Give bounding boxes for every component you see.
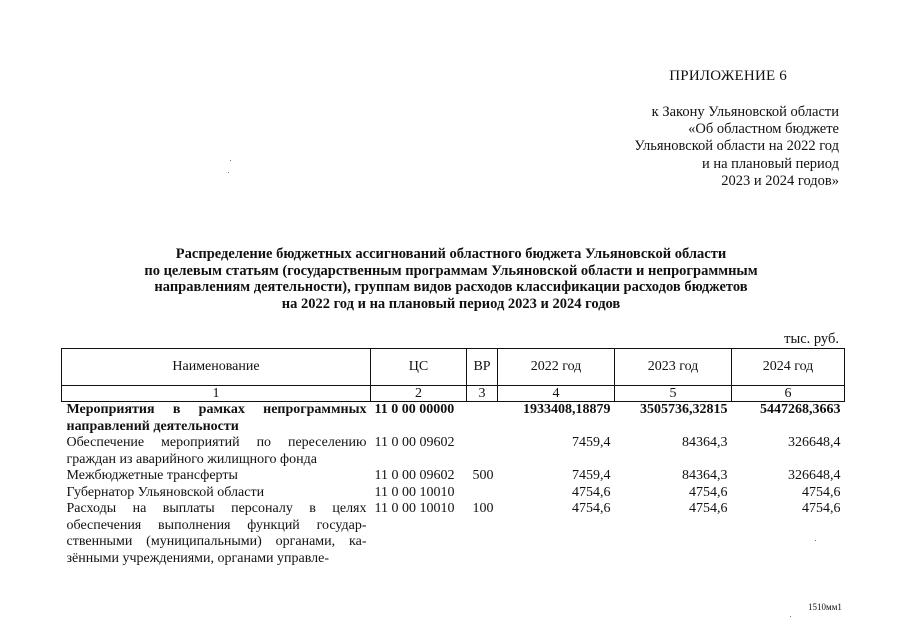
table-row [62, 468, 845, 485]
header-2024: 2024 год [732, 349, 845, 386]
appendix-title: ПРИЛОЖЕНИЕ 6 [669, 68, 787, 84]
row-name: Мероприятия в рамках непрограммных направлений деятельности [66, 402, 367, 434]
header-vr: ВР [467, 349, 498, 386]
row-name: Расходы на выплаты персоналу в целях обеспечения выполнения функций государ-ственными (муниципальными) органами, ка-зёнными учреждениями, органами управле- [66, 501, 367, 566]
row-2022: 7459,4 [572, 468, 611, 483]
row-2023: 84364,3 [682, 468, 728, 483]
row-name: Межбюджетные трансферты [66, 468, 238, 483]
heading-line: направлениям деятельности), группам видов расходов классификации расходов бюджетов [154, 279, 748, 296]
row-vr [467, 485, 498, 502]
row-2023: 3505736,32815 [640, 402, 728, 417]
header-cs: ЦС [371, 349, 467, 386]
row-cs: 11 0 00 00000 [374, 402, 455, 417]
row-cs: 11 0 00 09602 [374, 468, 455, 483]
column-number: 5 [615, 386, 732, 402]
row-2022: 7459,4 [572, 435, 611, 450]
heading-line: на 2022 год и на плановый период 2023 и 2024 годов [281, 295, 621, 312]
column-number-row [62, 386, 845, 402]
row-cs: 11 0 00 10010 [374, 501, 455, 516]
column-number: 3 [467, 386, 498, 402]
header-name: Наименование [62, 349, 371, 386]
row-name: Обеспечение мероприятий по переселению граждан из аварийного жилищного фонда [66, 435, 367, 467]
column-number: 1 [62, 386, 371, 402]
row-cs: 11 0 00 09602 [374, 435, 455, 450]
row-vr: 100 [472, 501, 494, 516]
table-row [62, 501, 845, 567]
column-number: 6 [732, 386, 845, 402]
law-reference-line: к Закону Ульяновской области [651, 104, 839, 120]
law-reference-line: и на плановый период [701, 155, 839, 172]
row-vr [467, 435, 498, 468]
row-cs: 11 0 00 10010 [374, 484, 455, 500]
row-2023: 84364,3 [682, 435, 728, 450]
heading-line: Распределение бюджетных ассигнований областного бюджета Ульяновской области [175, 246, 727, 262]
row-2024: 4754,6 [802, 501, 841, 516]
row-2024: 5447268,3663 [760, 402, 841, 417]
row-vr: 500 [472, 468, 494, 483]
row-2022: 1933408,18879 [523, 402, 611, 417]
row-name: Губернатор Ульяновской области [66, 484, 265, 500]
table-row [62, 402, 845, 436]
row-vr [467, 402, 498, 436]
law-reference-line: «Об областном бюджете [688, 121, 839, 138]
row-2024: 326648,4 [788, 468, 841, 483]
scan-speck [228, 172, 229, 173]
scan-speck [815, 540, 816, 541]
heading-line: по целевым статьям (государственным программам Ульяновской области и непрограммным [144, 262, 758, 279]
row-2022: 4754,6 [572, 501, 611, 516]
column-number: 2 [371, 386, 467, 402]
law-reference [560, 104, 839, 190]
row-2023: 4754,6 [689, 484, 728, 500]
column-number: 4 [498, 386, 615, 402]
header-2022: 2022 год [498, 349, 615, 386]
page-code: 1510мм1 [808, 602, 842, 612]
document-heading [60, 246, 842, 312]
unit-label: тыс. руб. [784, 331, 839, 347]
law-reference-line: Ульяновской области на 2022 год [634, 138, 839, 155]
row-2024: 326648,4 [788, 435, 841, 450]
table-row [62, 485, 845, 502]
row-2022: 4754,6 [572, 484, 611, 500]
budget-table [61, 348, 845, 567]
scan-speck [230, 160, 231, 161]
row-2024: 4754,6 [802, 484, 841, 500]
header-2023: 2023 год [615, 349, 732, 386]
scan-speck [790, 616, 791, 617]
law-reference-line: 2023 и 2024 годов» [721, 172, 839, 189]
row-2023: 4754,6 [689, 501, 728, 516]
table-row [62, 435, 845, 468]
table-header-row [62, 349, 845, 386]
